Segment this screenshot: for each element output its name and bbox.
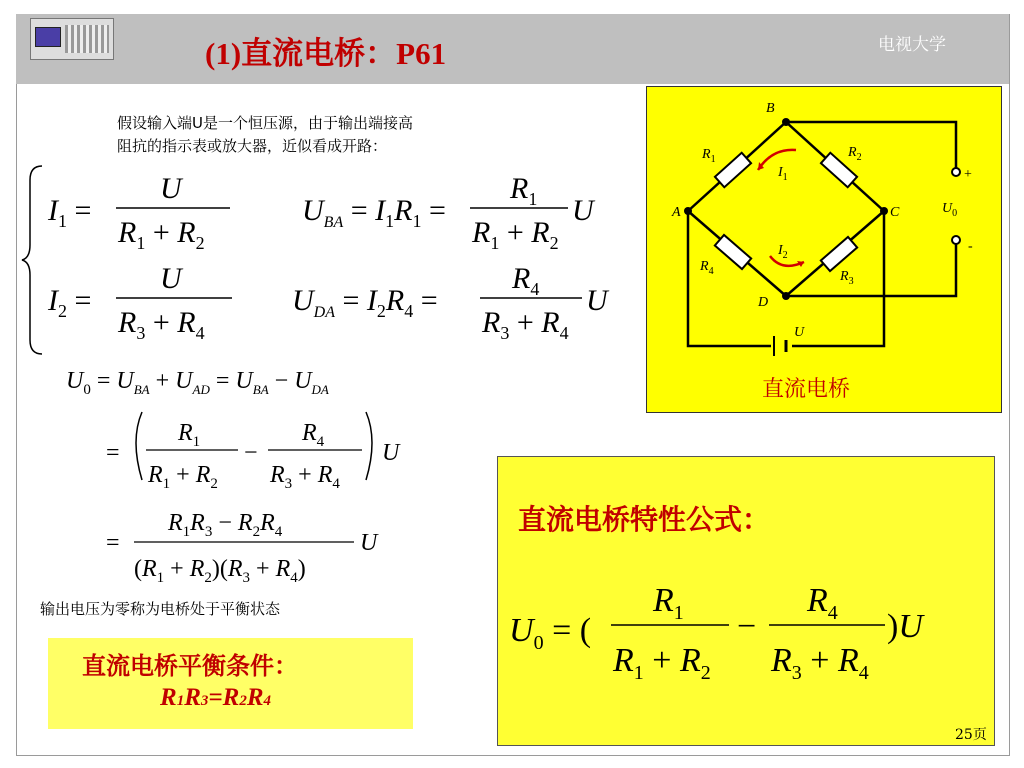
system-brace bbox=[22, 166, 42, 354]
slide-title: (1)直流电桥：P61 bbox=[205, 36, 447, 71]
svg-text:U0 = (: $U_0$ = ( bbox=[509, 612, 592, 654]
instrument-logo bbox=[30, 18, 114, 60]
eq7-den: $(R_1 + R_2)(R_3 + R_4)$ bbox=[134, 556, 306, 586]
eq7-num: $R_1R_3 - R_2R_4$ bbox=[168, 510, 283, 540]
svg-text:)U: )U bbox=[887, 608, 923, 645]
eq7-eq: = bbox=[106, 530, 120, 556]
circuit-caption: 直流电桥 bbox=[762, 377, 851, 402]
eq2-u: U bbox=[572, 194, 594, 227]
eq6-d2: $R_3 + R_4$ bbox=[270, 462, 340, 492]
eq1-num: U bbox=[160, 172, 182, 205]
node-c: C bbox=[890, 205, 900, 220]
svg-text:R1 + R2: $R_1 + R_2$ bbox=[613, 642, 711, 684]
slide-header bbox=[16, 14, 1009, 84]
eq6-n2: $R_4$ bbox=[302, 420, 325, 450]
eq2-num: $R_1$ bbox=[510, 172, 538, 209]
eq4-den: $R_3 + R_4$ bbox=[482, 306, 569, 343]
eq3-lhs: $I_2$ = bbox=[48, 284, 92, 321]
eq6-d1: $R_1 + R_2$ bbox=[148, 462, 218, 492]
eq6-n1: $R_1$ bbox=[178, 420, 201, 450]
balance-equation: R1R3=R2R4 bbox=[160, 684, 271, 711]
intro-line-1: 假设输入端U是一个恒压源，由于输出端接高 bbox=[117, 114, 413, 132]
intro-text bbox=[117, 112, 567, 158]
svg-text:R3 + R4: $R_3 + R_4$ bbox=[771, 642, 869, 684]
balance-note: 输出电压为零称为电桥处于平衡状态 bbox=[40, 600, 281, 618]
label-u0: $U_0$ bbox=[942, 201, 958, 219]
eq7-u: U bbox=[360, 530, 378, 556]
label-u: U bbox=[794, 325, 805, 340]
label-minus: - bbox=[968, 239, 973, 254]
label-plus: + bbox=[964, 167, 972, 182]
logo-screen bbox=[35, 27, 61, 47]
eq2-lhs: $U_{BA} = I_1R_1$ = bbox=[302, 194, 446, 231]
eq1-lhs: $I_1$ = bbox=[48, 194, 92, 231]
logo-panel bbox=[65, 25, 109, 53]
eq2-den: $R_1 + R_2$ bbox=[472, 216, 559, 253]
label-r1: $R_1$ bbox=[702, 147, 716, 165]
eq4-num: $R_4$ bbox=[512, 262, 540, 299]
svg-text:−: − bbox=[244, 440, 258, 466]
label-r2: $R_2$ bbox=[848, 145, 862, 163]
label-r3: $R_3$ bbox=[840, 269, 854, 287]
balance-title: 直流电桥平衡条件： bbox=[82, 651, 298, 680]
characteristic-formula bbox=[505, 575, 945, 685]
node-d: D bbox=[758, 295, 769, 310]
eq6-eq: = bbox=[106, 440, 120, 466]
eq3-den: $R_3 + R_4$ bbox=[118, 306, 205, 343]
brand-label: 电视大学 bbox=[878, 35, 946, 55]
formula-title: 直流电桥特性公式： bbox=[518, 503, 771, 536]
label-r4: $R_4$ bbox=[700, 259, 714, 277]
eq5: $U_0 = U_{BA} + U_{AD} = U_{BA} - U_{DA}$ bbox=[66, 368, 329, 398]
page-number: 25页 bbox=[955, 727, 987, 743]
eq4-u: U bbox=[586, 284, 608, 317]
svg-text:R1: $R_1$ bbox=[653, 582, 684, 624]
node-b: B bbox=[766, 101, 775, 116]
label-i2: $I_2$ bbox=[778, 243, 788, 261]
bridge-circuit bbox=[646, 86, 1000, 386]
eq6-u: U bbox=[382, 440, 400, 466]
label-i1: $I_1$ bbox=[778, 165, 788, 183]
eq4-lhs: $U_{DA} = I_2R_4$ = bbox=[292, 284, 438, 321]
svg-text:−: − bbox=[737, 608, 757, 645]
eq3-num: U bbox=[160, 262, 182, 295]
intro-line-2: 阻抗的指示表或放大器，近似看成开路： bbox=[117, 137, 388, 155]
node-a: A bbox=[672, 205, 681, 220]
svg-text:R4: $R_4$ bbox=[807, 582, 838, 624]
eq1-den: $R_1 + R_2$ bbox=[118, 216, 205, 253]
